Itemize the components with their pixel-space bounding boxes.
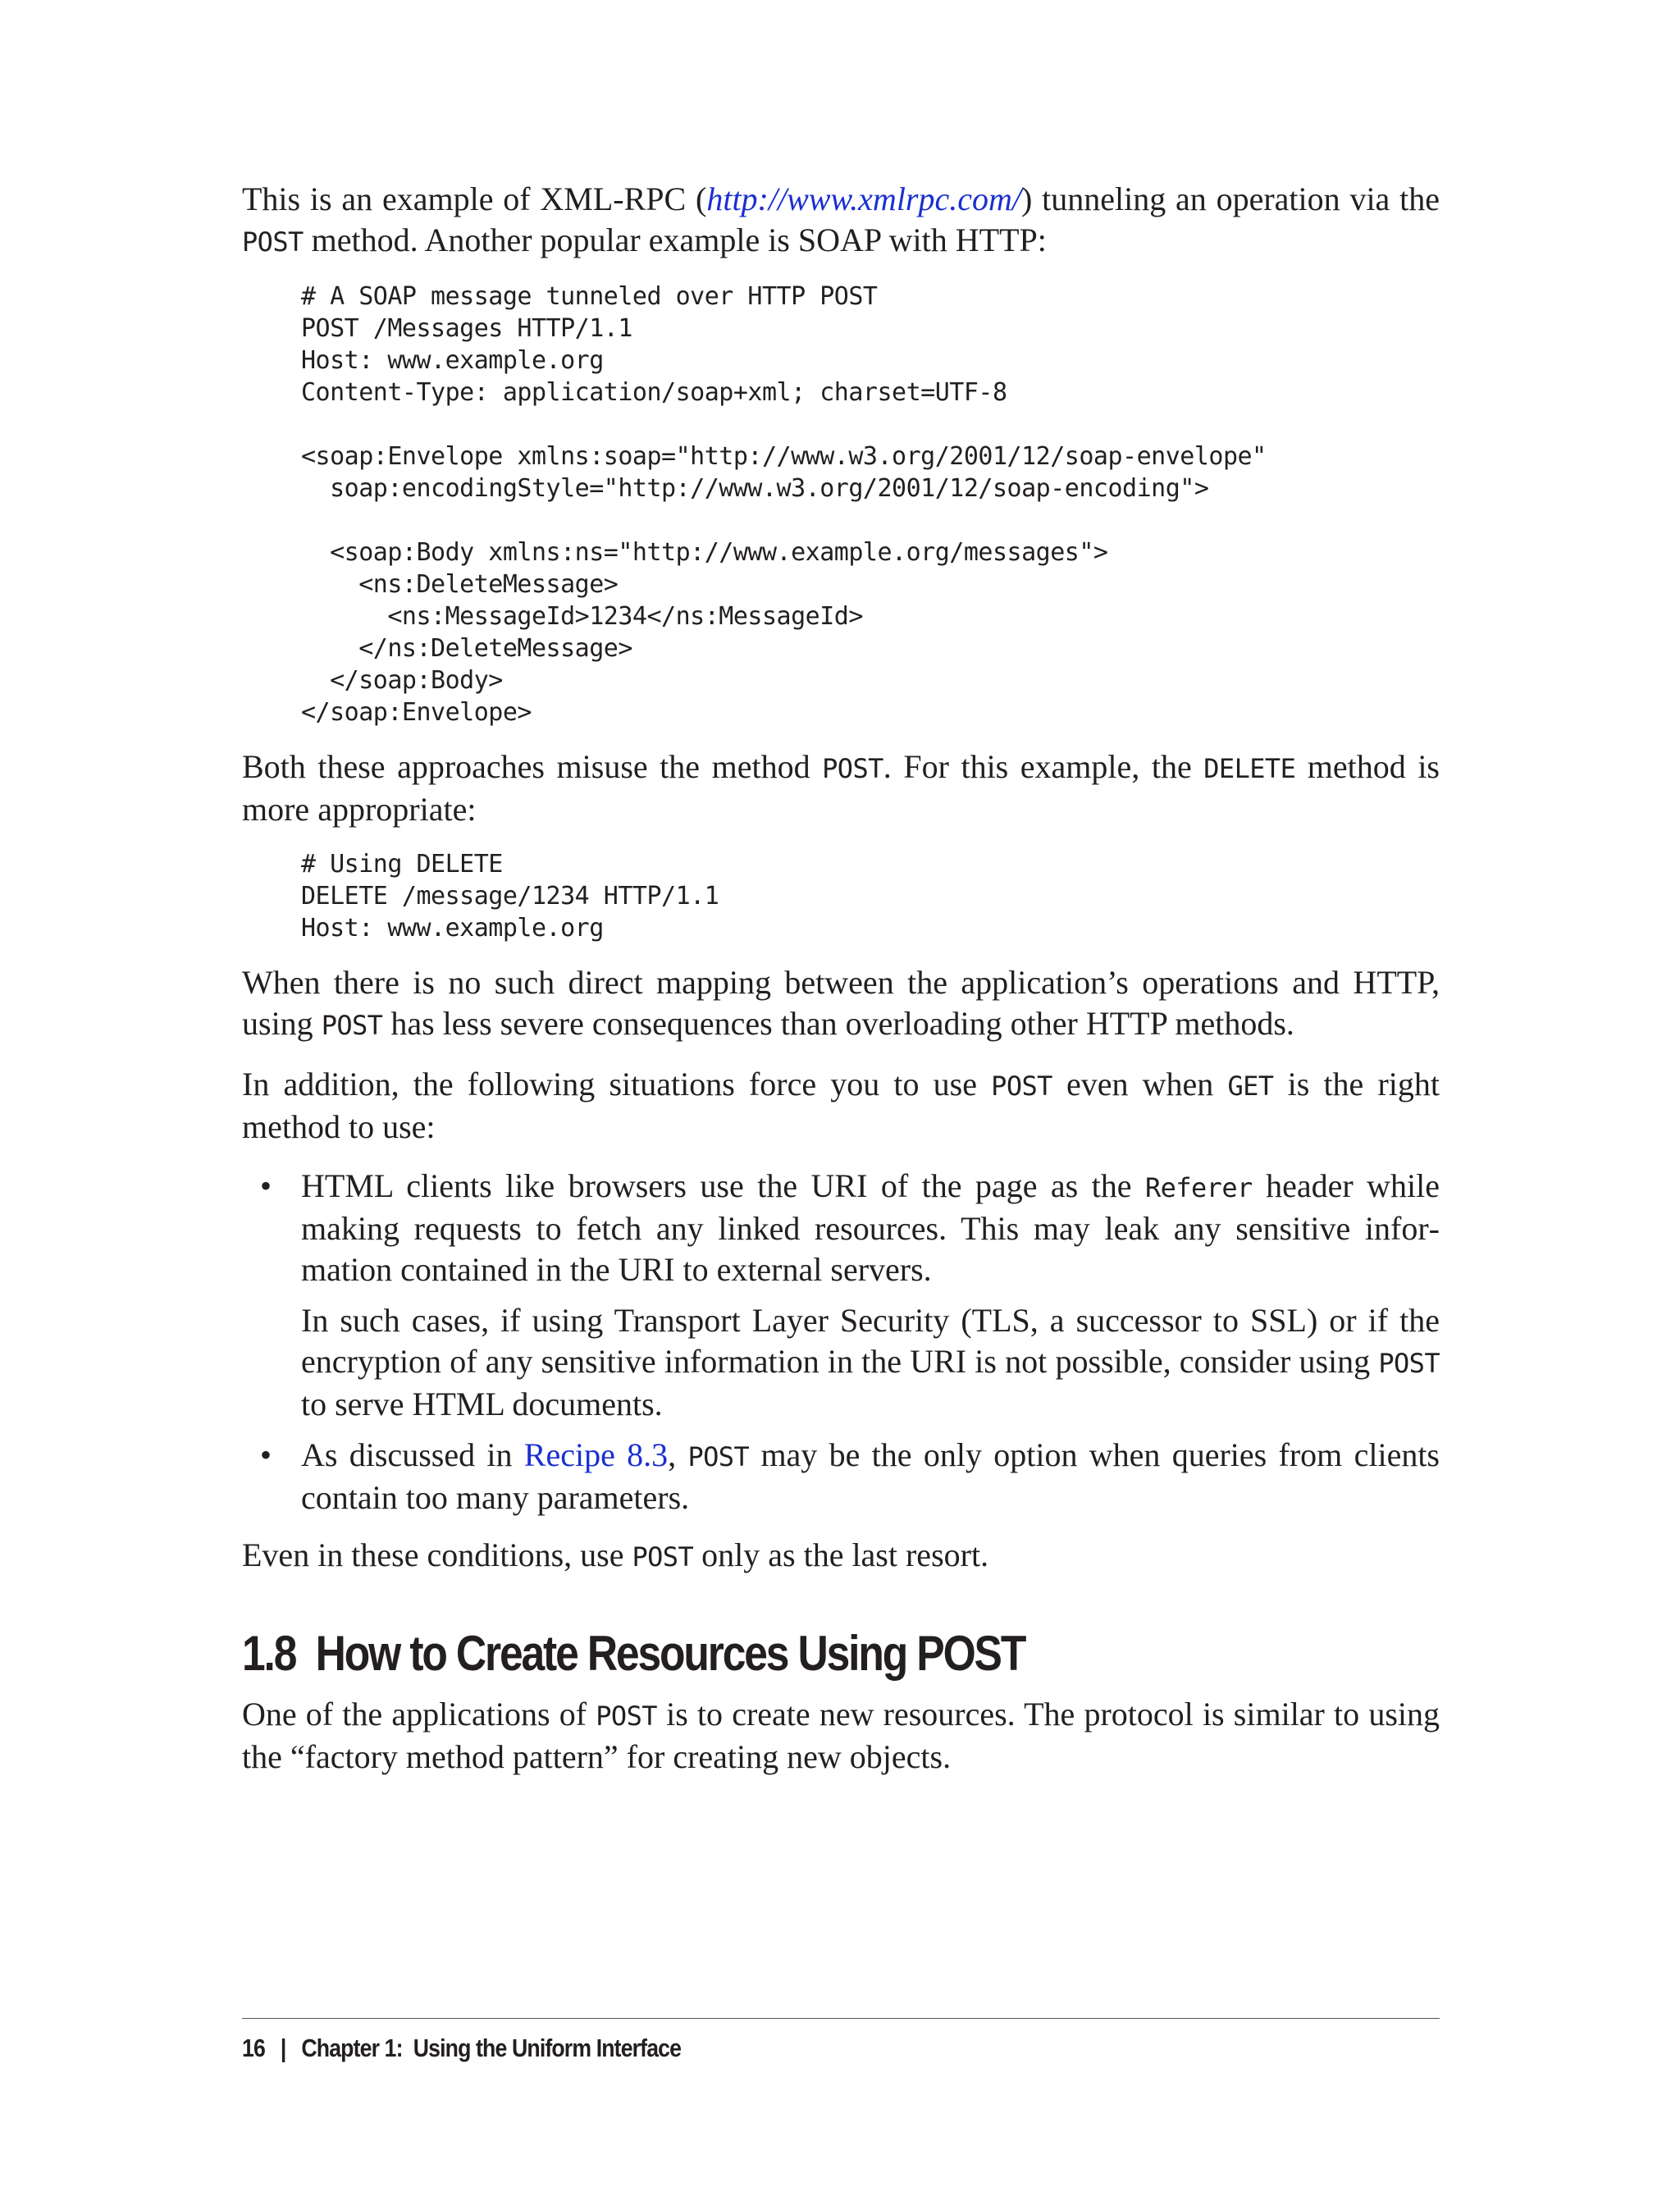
footer-chapter-title: Using the Uniform Interface [413, 2034, 682, 2062]
inline-code-referer: Referer [1144, 1172, 1253, 1203]
text: to serve HTML documents. [301, 1386, 663, 1422]
text: In addition, the following situations force you to use [242, 1066, 992, 1102]
inline-code-post: POST [321, 1010, 383, 1041]
text: has less severe consequences than overloading other HTTP methods. [382, 1005, 1294, 1042]
inline-code-post: POST [687, 1441, 750, 1472]
paragraph-situations [242, 1064, 1440, 1148]
text: ) tunneling an operation via the [1021, 180, 1440, 217]
paragraph-no-direct-mapping [242, 962, 1440, 1046]
section-number: 1.8 [242, 1626, 296, 1681]
xmlrpc-link[interactable]: http://www.xmlrpc.com/ [706, 180, 1021, 217]
paragraph-xmlrpc-intro [242, 179, 1440, 262]
text: This is an example of XML-RPC ( [242, 180, 707, 217]
page-number: 16 [242, 2034, 265, 2062]
inline-code-get: GET [1227, 1071, 1274, 1102]
paragraph-misuse-post [242, 746, 1440, 830]
bullet-icon: • [260, 1167, 272, 1204]
inline-code-delete: DELETE [1203, 753, 1296, 784]
text: is the right method to use: [242, 1066, 1440, 1145]
text: . For this example, the [883, 748, 1204, 785]
text: , [668, 1436, 688, 1473]
list-item [260, 1435, 1440, 1518]
inline-code-post: POST [242, 226, 304, 258]
bullet-text [301, 1435, 1440, 1518]
inline-code-post: POST [1378, 1348, 1440, 1379]
text: When there is no such direct mapping between the application’s operations and HTTP, using [242, 964, 1440, 1042]
bullet-text [301, 1166, 1440, 1290]
recipe-link[interactable]: Recipe 8.3 [523, 1436, 669, 1473]
bullet-text-continued [301, 1300, 1440, 1425]
code-block-soap: # A SOAP message tunneled over HTTP POST POST /Messages HTTP/1.1 Host: www.example.org Content-Type: application/soap+xml; charset=UTF-8 <soap:Envelope xmlns:soap="http://www.w3.org/2001/12/soap-envelope" soap:encodingStyle="http://www.w3.org/2001/12/soap-encoding"> <soap:Body xmlns:ns="http://www.example.org/messages"> <ns:DeleteMessage> <ns:MessageId>1234</ns:MessageId> </ns:DeleteMessage> </soap:Body> </soap:Envelope> [301, 282, 1267, 727]
bullet-list [242, 1166, 1440, 1518]
paragraph-create-resources [242, 1694, 1440, 1778]
text: header while making requests to fetch any linked resources. This may leak any sensitive information contained in the URI to external servers. [301, 1167, 1440, 1288]
inline-code-post: POST [632, 1541, 694, 1573]
page-footer [242, 2032, 681, 2065]
text: method is more appropriate: [242, 748, 1440, 828]
footer-separator: | [280, 2034, 286, 2062]
text: As discussed in [301, 1436, 524, 1473]
code-block-delete: # Using DELETE DELETE /message/1234 HTTP/1.1 Host: www.example.org [301, 850, 719, 943]
text: even when [1052, 1066, 1228, 1102]
text: is to create new resources. The protocol is similar to using the “factory method pattern” for creating new objects. [242, 1696, 1440, 1775]
inline-code-post: POST [991, 1071, 1052, 1102]
list-item [260, 1166, 1440, 1425]
text: One of the applications of [242, 1696, 596, 1732]
text: Both these approaches misuse the method [242, 748, 823, 785]
bullet-icon: • [260, 1436, 272, 1473]
footer-chapter: Chapter 1: [301, 2034, 403, 2062]
text: Even in these conditions, use [242, 1536, 632, 1573]
paragraph-last-resort [242, 1535, 1440, 1577]
section-title: How to Create Resources Using POST [315, 1626, 1025, 1681]
page-content [242, 179, 1440, 1796]
text: HTML clients like browsers use the URI of the page as the [301, 1167, 1145, 1204]
text: method. Another popular example is SOAP with HTTP: [303, 221, 1047, 258]
section-heading [242, 1625, 1272, 1682]
text: In such cases, if using Transport Layer Security (TLS, a successor to SSL) or if the encryption of any sensitive information in the URI is not possible, consider using [301, 1302, 1440, 1380]
inline-code-post: POST [822, 753, 883, 784]
text: only as the last resort. [693, 1536, 989, 1573]
footer-divider [242, 2018, 1440, 2019]
inline-code-post: POST [596, 1701, 657, 1732]
text: may be the only option when queries from clients contain too many parameters. [301, 1436, 1440, 1516]
